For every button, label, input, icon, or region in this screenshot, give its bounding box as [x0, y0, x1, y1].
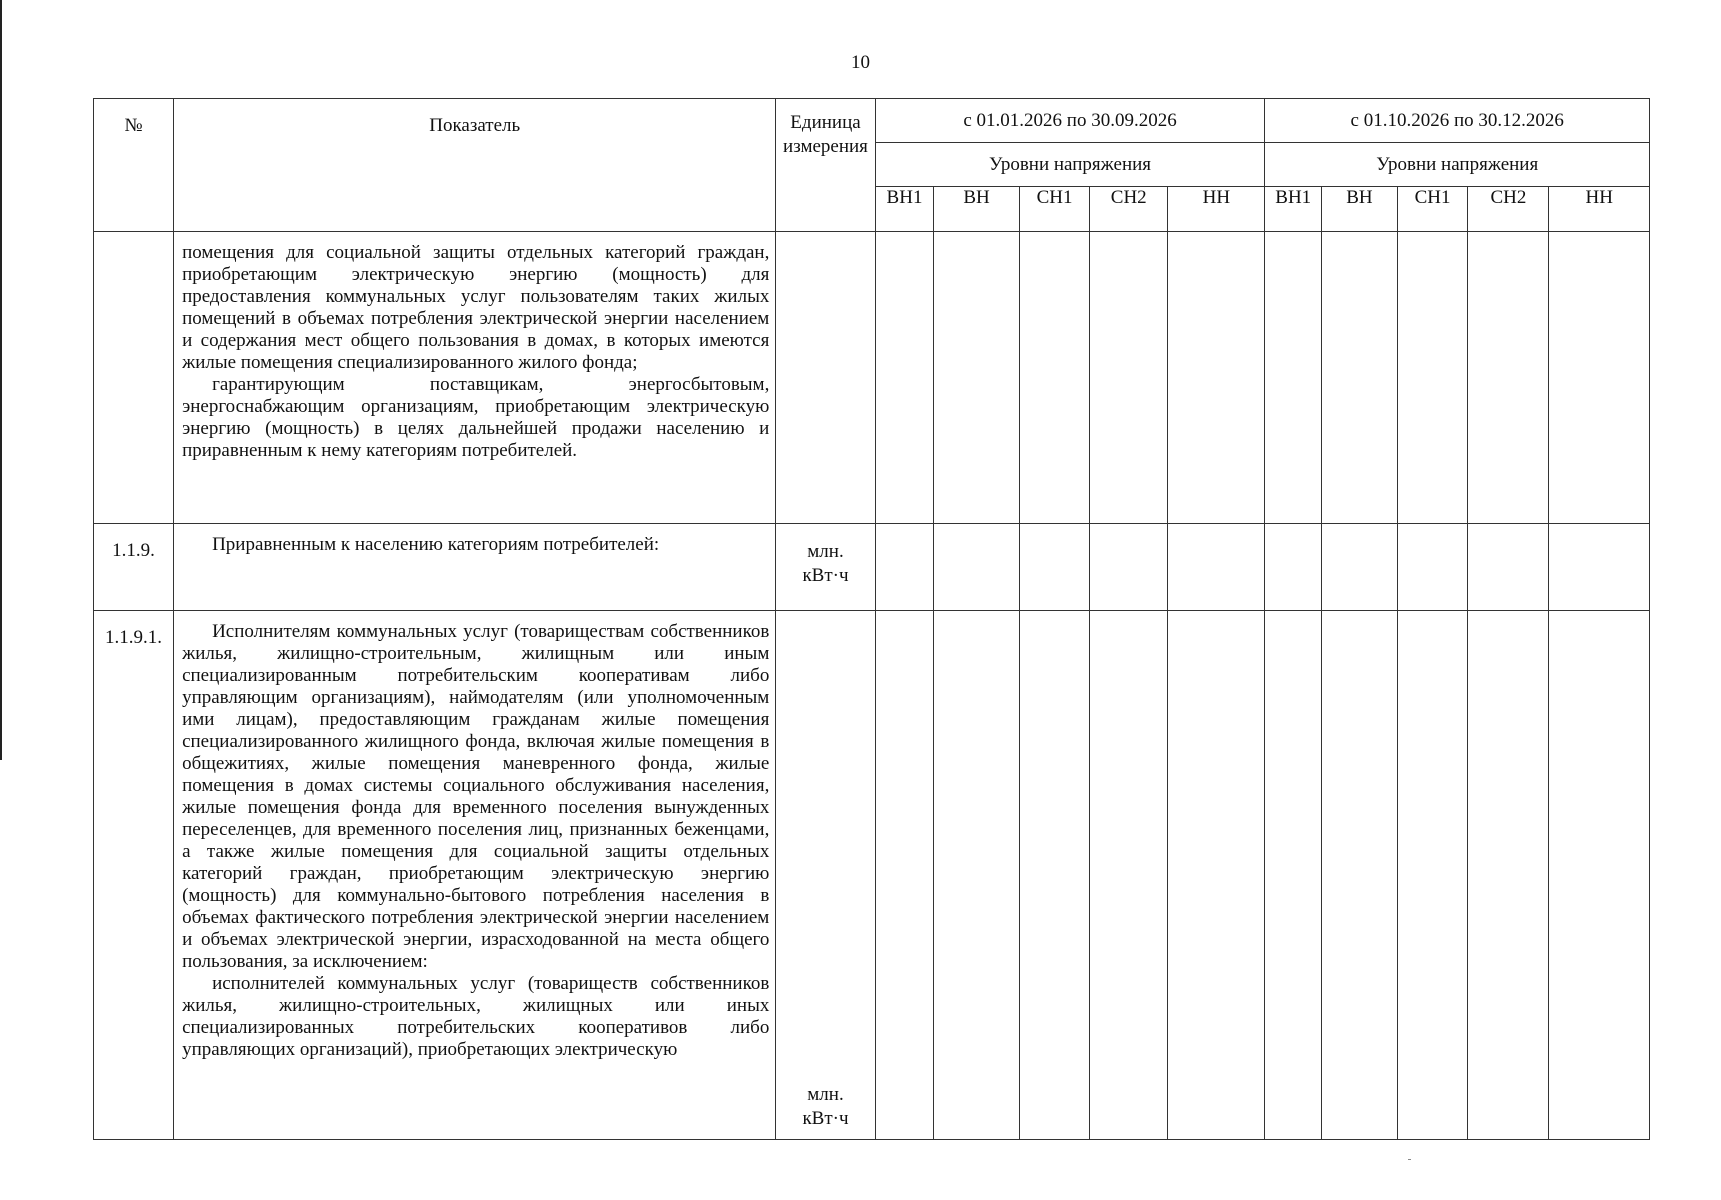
- row-indicator-text: [174, 611, 776, 1140]
- value-cell: [1322, 524, 1398, 611]
- level-nn: НН: [1168, 187, 1265, 232]
- indicators-table: [93, 98, 1650, 1140]
- value-cell: [1019, 232, 1089, 524]
- value-cell: [1397, 232, 1467, 524]
- value-cell: [1468, 611, 1549, 1140]
- value-cell: [1397, 524, 1467, 611]
- row-paragraph: исполнителей коммунальных услуг (товариществ собственников жилья, жилищно-строительных, жилищных или иных специализированных потребительских кооперативов либо управляющих организаций), приобретающих электрическую: [182, 973, 770, 1060]
- row-paragraph: Приравненным к населению категориям потребителей:: [212, 534, 660, 555]
- value-cell: [1468, 232, 1549, 524]
- value-cell: [1090, 232, 1168, 524]
- value-cell: [1019, 524, 1089, 611]
- row-paragraph: Исполнителям коммунальных услуг (товариществам собственников жилья, жилищно-строительным, жилищным или иным специализированным потребительским кооперативам либо управляющим организациям), наймодателям (или уполномоченным ими лицам), предоставляющим гражданам жилые помещения специализированного жилищного фонда, включая жилые помещения в общежитиях, жилые помещения маневренного фонда, жилые помещения в домах системы социального обслуживания населения, жилые помещения фонда для временного поселения вынужденных переселенцев, для временного поселения лиц, признанных беженцами, а также жилые помещения для социальной защиты отдельных категорий граждан, приобретающим электрическую энергию (мощность) для коммунально-бытового потребления населения в объемах фактического потребления электрической энергии населением и объемах электрической энергии, израсходованной на места общего пользования, за исключением:: [182, 621, 770, 972]
- row-num: 1.1.9.1.: [94, 611, 174, 1140]
- level-sn1: СН1: [1019, 187, 1089, 232]
- level-vn1: ВН1: [1265, 187, 1322, 232]
- value-cell: [875, 524, 934, 611]
- table-row: [94, 611, 1650, 1140]
- value-cell: [1168, 611, 1265, 1140]
- level-sn2: СН2: [1090, 187, 1168, 232]
- header-unit-line2: измерения: [783, 136, 868, 157]
- row-unit-line2: кВт·ч: [802, 565, 849, 586]
- value-cell: [1549, 232, 1650, 524]
- row-num: 1.1.9.: [94, 524, 174, 611]
- row-unit: [776, 611, 875, 1140]
- value-cell: [1090, 524, 1168, 611]
- level-sn1: СН1: [1397, 187, 1467, 232]
- value-cell: [1265, 611, 1322, 1140]
- value-cell: [875, 232, 934, 524]
- table-row: [94, 524, 1650, 611]
- row-indicator-text: [174, 232, 776, 524]
- scan-mark: [1408, 1159, 1411, 1160]
- header-levels-1: Уровни напряжения: [875, 143, 1265, 187]
- level-vn: ВН: [1322, 187, 1398, 232]
- value-cell: [934, 611, 1019, 1140]
- row-unit: [776, 232, 875, 524]
- level-sn2: СН2: [1468, 187, 1549, 232]
- header-indicator: Показатель: [174, 99, 776, 232]
- value-cell: [1468, 524, 1549, 611]
- level-vn1: ВН1: [875, 187, 934, 232]
- page-number: 10: [851, 52, 870, 73]
- row-unit: [776, 524, 875, 611]
- header-num: №: [94, 99, 174, 232]
- value-cell: [1265, 524, 1322, 611]
- value-cell: [1549, 524, 1650, 611]
- scan-edge-line: [0, 0, 2, 760]
- header-period-1: с 01.01.2026 по 30.09.2026: [875, 99, 1265, 143]
- header-unit: [776, 99, 875, 232]
- value-cell: [1265, 232, 1322, 524]
- value-cell: [1322, 232, 1398, 524]
- header-period-2: с 01.10.2026 по 30.12.2026: [1265, 99, 1650, 143]
- row-paragraph: помещения для социальной защиты отдельных категорий граждан, приобретающим электрическую энергию (мощность) для предоставления коммунальных услуг пользователям таких жилых помещений в объемах потребления электрической энергии населением и содержания мест общего пользования в домах, в которых имеются жилые помещения специализированного жилого фонда;: [182, 242, 770, 373]
- table-row: [94, 232, 1650, 524]
- row-unit-line2: кВт·ч: [802, 1108, 849, 1129]
- value-cell: [1019, 611, 1089, 1140]
- value-cell: [934, 524, 1019, 611]
- level-nn: НН: [1549, 187, 1650, 232]
- value-cell: [1549, 611, 1650, 1140]
- header-row-periods: [94, 99, 1650, 143]
- row-indicator-text: [174, 524, 776, 611]
- value-cell: [1322, 611, 1398, 1140]
- header-levels-2: Уровни напряжения: [1265, 143, 1650, 187]
- value-cell: [1168, 524, 1265, 611]
- value-cell: [934, 232, 1019, 524]
- value-cell: [1168, 232, 1265, 524]
- value-cell: [1090, 611, 1168, 1140]
- header-unit-line1: Единица: [790, 112, 861, 133]
- value-cell: [1397, 611, 1467, 1140]
- row-unit-line1: млн.: [807, 541, 844, 562]
- level-vn: ВН: [934, 187, 1019, 232]
- value-cell: [875, 611, 934, 1140]
- row-num: [94, 232, 174, 524]
- row-paragraph: гарантирующим поставщикам, энергосбытовым, энергоснабжающим организациям, приобретающим электрическую энергию (мощность) в целях дальнейшей продажи населению и приравненным к нему категориям потребителей.: [182, 374, 770, 461]
- row-unit-line1: млн.: [807, 1084, 844, 1105]
